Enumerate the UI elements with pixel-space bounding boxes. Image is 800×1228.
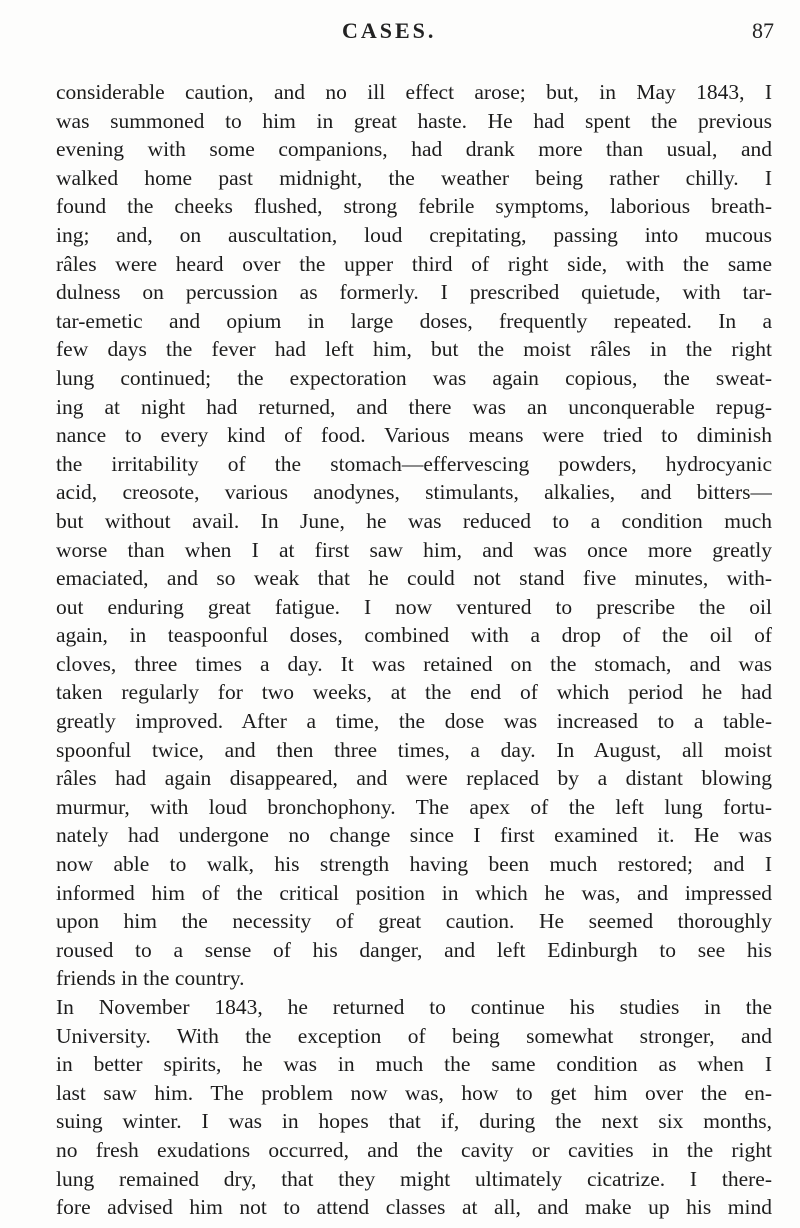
text-line: University. With the exception of being somewhat stronger, and — [56, 1023, 772, 1048]
text-line: last saw him. The problem now was, how to get him over the en- — [56, 1080, 772, 1105]
running-head-title: CASES. — [342, 18, 437, 43]
body-text — [56, 78, 772, 1222]
text-line: lung remained dry, that they might ultimately cicatrize. I there- — [56, 1166, 772, 1191]
paragraph-start-line: In November 1843, he returned to continue his studies in the — [56, 995, 772, 1019]
text-line: but without avail. In June, he was reduced to a condition much — [56, 508, 772, 533]
text-line: again, in teaspoonful doses, combined with a drop of the oil of — [56, 623, 772, 648]
text-line: few days the fever had left him, but the moist râles in the right — [56, 337, 772, 362]
text-line: ing at night had returned, and there was an unconquerable repug- — [56, 394, 772, 419]
text-line: fore advised him not to attend classes at all, and make up his mind — [56, 1195, 772, 1220]
text-line: râles were heard over the upper third of right side, with the same — [56, 251, 772, 276]
text-line: considerable caution, and no ill effect arose; but, in May 1843, I — [56, 80, 772, 104]
text-line: acid, creosote, various anodynes, stimulants, alkalies, and bitters— — [56, 480, 772, 505]
text-line: lung continued; the expectoration was again copious, the sweat- — [56, 365, 772, 390]
text-line: spoonful twice, and then three times, a day. In August, all moist — [56, 737, 772, 762]
text-line: upon him the necessity of great caution. He seemed thoroughly — [56, 909, 772, 934]
text-line: no fresh exudations occurred, and the cavity or cavities in the right — [56, 1137, 772, 1162]
text-line: evening with some companions, had drank more than usual, and — [56, 137, 772, 162]
text-line: found the cheeks flushed, strong febrile symptoms, laborious breath- — [56, 194, 772, 219]
running-head — [0, 18, 800, 58]
text-line: in better spirits, he was in much the same condition as when I — [56, 1052, 772, 1077]
text-line: was summoned to him in great haste. He had spent the previous — [56, 108, 772, 133]
text-line: murmur, with loud bronchophony. The apex of the left lung fortu- — [56, 794, 772, 819]
paragraph-end-line: friends in the country. — [56, 966, 245, 991]
text-line: nance to every kind of food. Various means were tried to diminish — [56, 423, 772, 448]
text-line: dulness on percussion as formerly. I prescribed quietude, with tar- — [56, 280, 772, 305]
text-line: worse than when I at first saw him, and was once more greatly — [56, 537, 772, 562]
text-line: râles had again disappeared, and were replaced by a distant blowing — [56, 766, 772, 791]
text-line: cloves, three times a day. It was retained on the stomach, and was — [56, 651, 772, 676]
page-number: 87 — [752, 18, 774, 43]
text-line: now able to walk, his strength having been much restored; and I — [56, 852, 772, 877]
text-line: out enduring great fatigue. I now ventured to prescribe the oil — [56, 594, 772, 619]
text-line: suing winter. I was in hopes that if, during the next six months, — [56, 1109, 772, 1134]
text-line: taken regularly for two weeks, at the end of which period he had — [56, 680, 772, 705]
text-line: the irritability of the stomach—effervescing powders, hydrocyanic — [56, 451, 772, 476]
text-line: greatly improved. After a time, the dose was increased to a table- — [56, 709, 772, 734]
text-line: walked home past midnight, the weather being rather chilly. I — [56, 165, 772, 190]
text-line: emaciated, and so weak that he could not stand five minutes, with- — [56, 566, 772, 591]
text-line: tar-emetic and opium in large doses, frequently repeated. In a — [56, 308, 772, 333]
text-line: ing; and, on auscultation, loud crepitating, passing into mucous — [56, 222, 772, 247]
text-line: informed him of the critical position in which he was, and impressed — [56, 880, 772, 905]
text-line: roused to a sense of his danger, and left Edinburgh to see his — [56, 937, 772, 962]
text-line: nately had undergone no change since I first examined it. He was — [56, 823, 772, 848]
